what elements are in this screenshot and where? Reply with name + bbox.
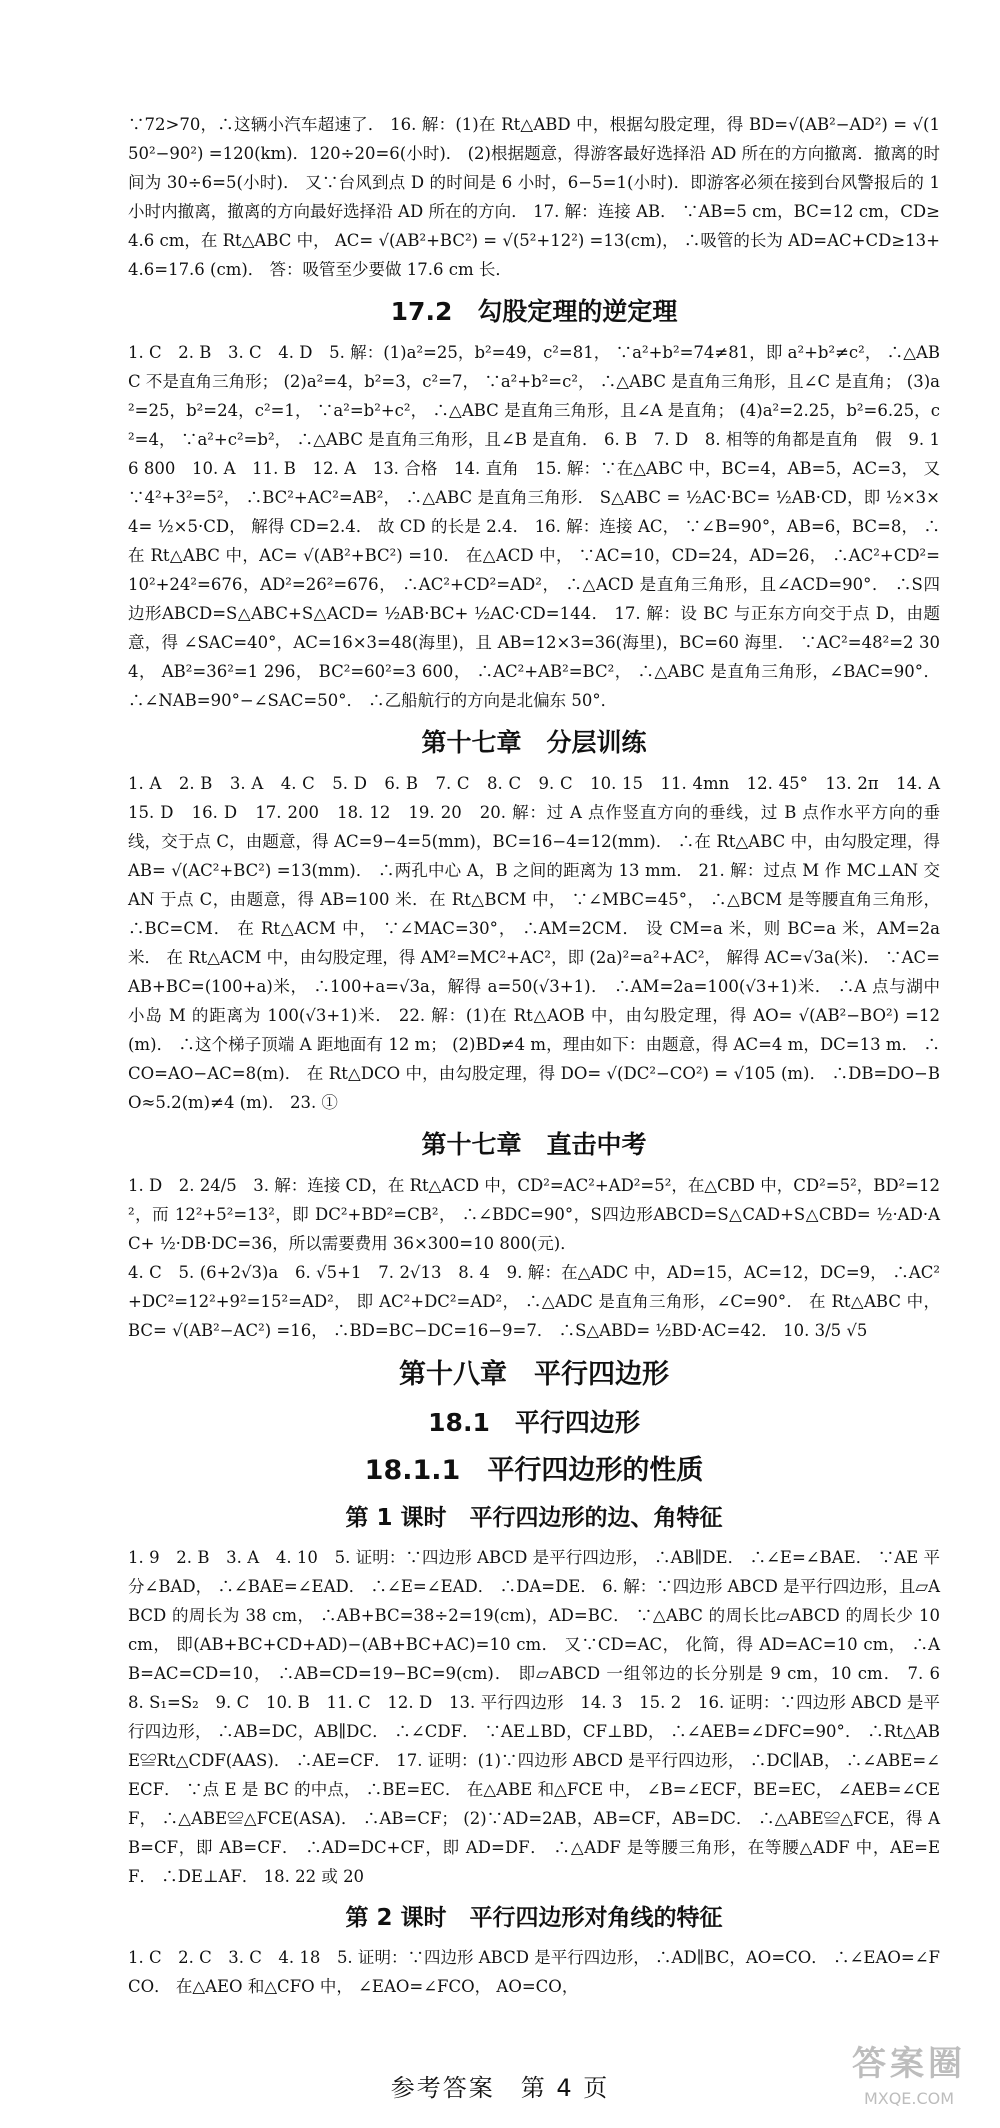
watermark-url: MXQE.COM	[863, 2089, 955, 2108]
answer-paragraph: 1. D 2. 24/5 3. 解：连接 CD，在 Rt△ACD 中，CD²=AC²+AD²=5²，在△CBD 中，CD²=5²，BD²=12²，而 12²+5²=13²，即 DC²+BD²=CB²， ∴∠BDC=90°，S四边形ABCD=S△CAD+S△CBD= ½·AD·AC+ ½·DB·DC=36，所以需要费用 36×300=10 800(元)．	[128, 1176, 940, 1253]
section-heading: 第 2 课时 平行四边形对角线的特征	[345, 1905, 723, 1931]
section-heading: 第十七章 直击中考	[421, 1130, 647, 1159]
watermark-text: 答案圈	[852, 2044, 966, 2084]
answer-paragraph: 1. 9 2. B 3. A 4. 10 5. 证明：∵四边形 ABCD 是平行四边形， ∴AB∥DE． ∴∠E=∠BAE． ∵AE 平分∠BAD， ∴∠BAE=∠EAD． ∴∠E=∠EAD． ∴DA=DE． 6. 解：∵四边形 ABCD 是平行四边形，且▱ABCD 的周长为 38 cm， ∴AB+BC=38÷2=19(cm)，AD=BC． ∵△ABC 的周长比▱ABCD 的周长少 10 cm， 即(AB+BC+CD+AD)−(AB+BC+AC)=10 cm． 又∵CD=AC， 化简，得 AD=AC=10 cm， ∴AB=AC=CD=10， ∴AB=CD=19−BC=9(cm)． 即▱ABCD 一组邻边的长分别是 9 cm，10 cm． 7. 6 8. S₁=S₂ 9. C 10. B 11. C 12. D 13. 平行四边形 14. 3 15. 2 16. 证明：∵四边形 ABCD 是平行四边形， ∴AB=DC，AB∥DC． ∴∠CDF． ∵AE⊥BD，CF⊥BD， ∴∠AEB=∠DFC=90°． ∴Rt△ABE≌Rt△CDF(AAS)． ∴AE=CF． 17. 证明：(1)∵四边形 ABCD 是平行四边形， ∴DC∥AB， ∴∠ABE=∠ECF． ∵点 E 是 BC 的中点， ∴BE=EC． 在△ABE 和△FCE 中， ∠B=∠ECF，BE=EC， ∠AEB=∠CEF， ∴△ABE≌△FCE(ASA)． ∴AB=CF； (2)∵AD=2AB，AB=CF，AB=DC． ∴△ABE≌△FCE，得 AB=CF，即 AB=CF． ∴AD=DC+CF，即 AD=DF． ∴△ADF 是等腰三角形，在等腰△ADF 中，AE=EF． ∴DE⊥AF． 18. 22 或 20	[128, 1548, 957, 1886]
answer-paragraph: 4. C 5. (6+2√3)a 6. √5+1 7. 2√13 8. 4 9. 解：在△ADC 中，AD=15，AC=12，DC=9， ∴AC²+DC²=12²+9²=15²=AD²， 即 AC²+DC²=AD²， ∴△ADC 是直角三角形，∠C=90°． 在 Rt△ABC 中，BC= √(AB²−AC²) =16， ∴BD=BC−DC=16−9=7． ∴S△ABD= ½BD·AC=42． 10. 3/5 √5	[128, 1263, 940, 1340]
section-heading: 18.1.1 平行四边形的性质	[364, 1455, 704, 1486]
answer-content	[128, 110, 957, 2001]
page-footer: 参考答案 第 4 页	[390, 2074, 610, 2102]
watermark-logo	[834, 2040, 984, 2122]
section-heading: 第十八章 平行四边形	[399, 1359, 669, 1390]
answer-paragraph: 1. C 2. C 3. C 4. 18 5. 证明：∵四边形 ABCD 是平行四边形， ∴AD∥BC，AO=CO． ∴∠EAO=∠FCO． 在△AEO 和△CFO 中， ∠EAO=∠FCO， AO=CO，	[128, 1948, 940, 1996]
answer-paragraph: 1. C 2. B 3. C 4. D 5. 解：(1)a²=25，b²=49，c²=81， ∵a²+b²=74≠81，即 a²+b²≠c²， ∴△ABC 不是直角三角形； (2)a²=4，b²=3，c²=7， ∵a²+b²=c²， ∴△ABC 是直角三角形，且∠C 是直角； (3)a²=25，b²=24，c²=1， ∵a²=b²+c²， ∴△ABC 是直角三角形，且∠A 是直角； (4)a²=2.25，b²=6.25，c²=4， ∵a²+c²=b²， ∴△ABC 是直角三角形，且∠B 是直角． 6. B 7. D 8. 相等的角都是直角 假 9. 16 800 10. A 11. B 12. A 13. 合格 14. 直角 15. 解：∵在△ABC 中，BC=4，AB=5，AC=3， 又∵4²+3²=5²， ∴BC²+AC²=AB²， ∴△ABC 是直角三角形． S△ABC = ½AC·BC= ½AB·CD，即 ½×3×4= ½×5·CD， 解得 CD=2.4． 故 CD 的长是 2.4． 16. 解：连接 AC， ∵∠B=90°，AB=6，BC=8， ∴在 Rt△ABC 中，AC= √(AB²+BC²) =10． 在△ACD 中， ∵AC=10，CD=24，AD=26， ∴AC²+CD²=10²+24²=676，AD²=26²=676， ∴AC²+CD²=AD²， ∴△ACD 是直角三角形，且∠ACD=90°． ∴S四边形ABCD=S△ABC+S△ACD= ½AB·BC+ ½AC·CD=144． 17. 解：设 BC 与正东方向交于点 D，由题意，得 ∠SAC=40°，AC=16×3=48(海里)，且 AB=12×3=36(海里)，BC=60 海里． ∵AC²=48²=2 304， AB²=36²=1 296， BC²=60²=3 600， ∴AC²+AB²=BC²， ∴△ABC 是直角三角形，∠BAC=90°． ∴∠NAB=90°−∠SAC=50°． ∴乙船航行的方向是北偏东 50°．	[128, 343, 940, 710]
section-heading: 17.2 勾股定理的逆定理	[390, 297, 678, 326]
section-heading: 18.1 平行四边形	[428, 1408, 640, 1437]
section-heading: 第 1 课时 平行四边形的边、角特征	[345, 1505, 723, 1531]
answer-paragraph: ∵72>70，∴这辆小汽车超速了． 16. 解：(1)在 Rt△ABD 中，根据勾股定理，得 BD=√(AB²−AD²) = √(150²−90²) =120(km)．120÷20=6(小时)． (2)根据题意，得游客最好选择沿 AD 所在的方向撤离．撤离的时间为 30÷6=5(小时)． 又∵台风到点 D 的时间是 6 小时，6−5=1(小时)．即游客必须在接到台风警报后的 1 小时内撤离，撤离的方向最好选择沿 AD 所在的方向． 17. 解：连接 AB． ∵AB=5 cm，BC=12 cm，CD≥4.6 cm，在 Rt△ABC 中， AC= √(AB²+BC²) = √(5²+12²) =13(cm)， ∴吸管的长为 AD=AC+CD≥13+4.6=17.6 (cm)． 答：吸管至少要做 17.6 cm 长．	[128, 115, 940, 279]
answer-paragraph: 1. A 2. B 3. A 4. C 5. D 6. B 7. C 8. C 9. C 10. 15 11. 4mn 12. 45° 13. 2π 14. A 15. D 16. D 17. 200 18. 12 19. 20 20. 解：过 A 点作竖直方向的垂线，过 B 点作水平方向的垂线，交于点 C，由题意，得 AC=9−4=5(mm)，BC=16−4=12(mm)． ∴在 Rt△ABC 中，由勾股定理，得 AB= √(AC²+BC²) =13(mm)． ∴两孔中心 A，B 之间的距离为 13 mm． 21. 解：过点 M 作 MC⊥AN 交 AN 于点 C，由题意，得 AB=100 米．在 Rt△BCM 中， ∵∠MBC=45°， ∴△BCM 是等腰直角三角形， ∴BC=CM． 在 Rt△ACM 中， ∵∠MAC=30°， ∴AM=2CM． 设 CM=a 米，则 BC=a 米，AM=2a 米． 在 Rt△ACM 中，由勾股定理，得 AM²=MC²+AC²，即 (2a)²=a²+AC²， 解得 AC=√3a(米)． ∵AC=AB+BC=(100+a)米， ∴100+a=√3a，解得 a=50(√3+1)． ∴AM=2a=100(√3+1)米． ∴A 点与湖中小岛 M 的距离为 100(√3+1)米． 22. 解：(1)在 Rt△AOB 中，由勾股定理，得 AO= √(AB²−BO²) =12(m)． ∴这个梯子顶端 A 距地面有 12 m； (2)BD≠4 m，理由如下：由题意，得 AC=4 m，DC=13 m． ∴CO=AO−AC=8(m)． 在 Rt△DCO 中，由勾股定理，得 DO= √(DC²−CO²) = √105 (m)． ∴DB=DO−BO≈5.2(m)≠4 (m)． 23. ①	[128, 774, 957, 1112]
section-heading: 第十七章 分层训练	[421, 728, 647, 757]
